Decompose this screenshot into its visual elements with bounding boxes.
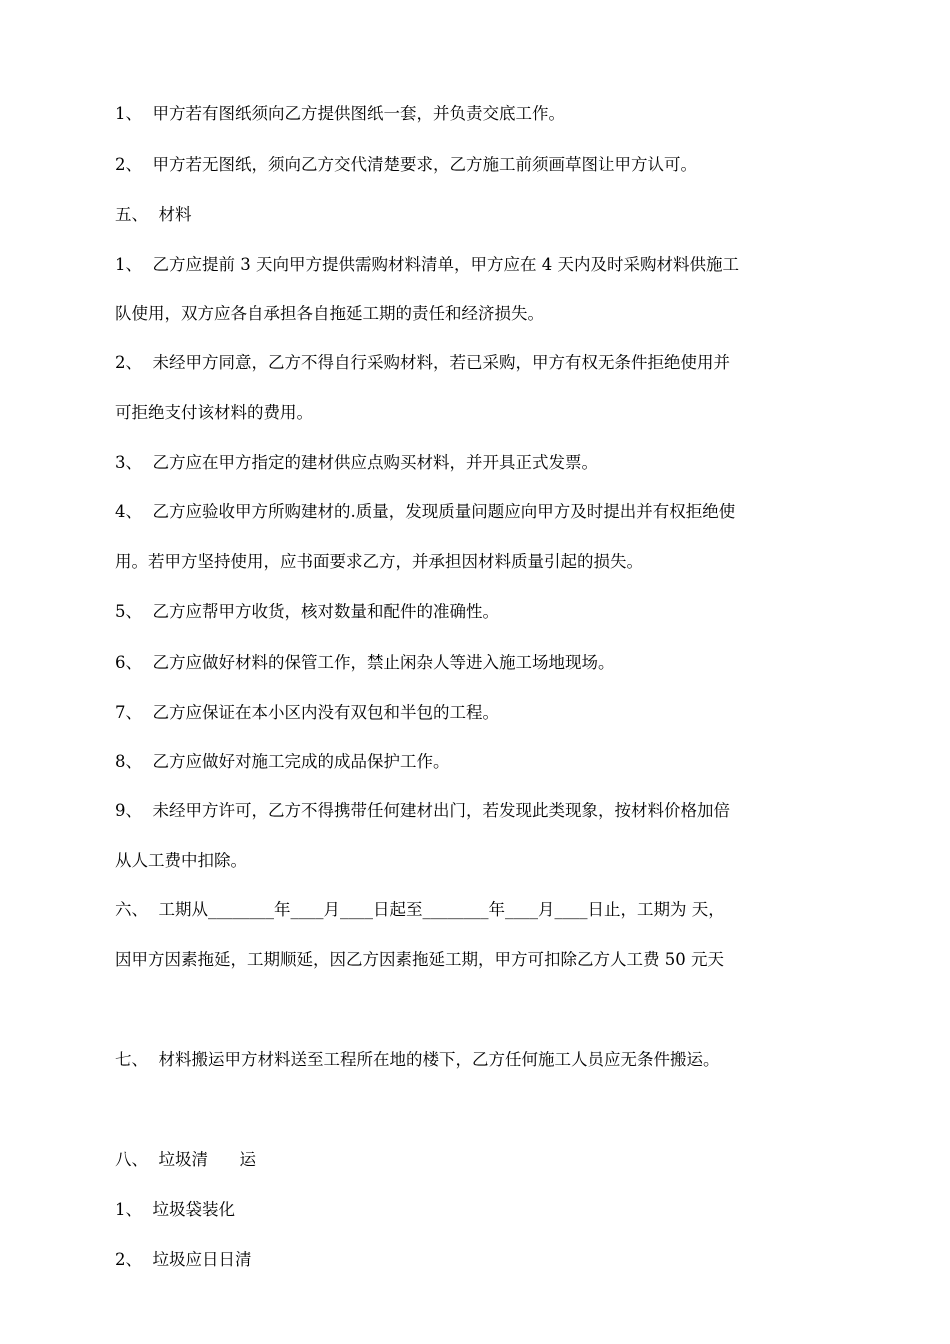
clause-line: 因甲方因素拖延，工期顺延，因乙方因素拖延工期，甲方可扣除乙方人工费 50 元天 [115, 950, 724, 969]
clause-line: 1、 甲方若有图纸须向乙方提供图纸一套，并负责交底工作。 [115, 104, 565, 123]
clause-line: 2、 垃圾应日日清 [115, 1250, 252, 1269]
clause-line: 从人工费中扣除。 [115, 851, 247, 870]
clause-line: 4、 乙方应验收甲方所购建材的.质量，发现质量问题应向甲方及时提出并有权拒绝使 [115, 502, 736, 521]
clause-line: 9、 未经甲方许可，乙方不得携带任何建材出门，若发现此类现象，按材料价格加倍 [115, 801, 730, 820]
clause-line: 5、 乙方应帮甲方收货，核对数量和配件的准确性。 [115, 602, 499, 621]
clause-line: 1、 乙方应提前 3 天向甲方提供需购材料清单，甲方应在 4 天内及时采购材料供施工 [115, 255, 739, 274]
clause-line: 用。若甲方坚持使用，应书面要求乙方，并承担因材料质量引起的损失。 [115, 552, 643, 571]
clause-line: 7、 乙方应保证在本小区内没有双包和半包的工程。 [115, 703, 499, 722]
clause-line: 3、 乙方应在甲方指定的建材供应点购买材料，并开具正式发票。 [115, 453, 598, 472]
section-heading: 五、 材料 [115, 205, 192, 224]
section-heading: 六、 工期从________年____月____日起至________年____月____日止，工期为 天， [115, 900, 725, 919]
section-heading: 七、 材料搬运甲方材料送至工程所在地的楼下，乙方任何施工人员应无条件搬运。 [115, 1050, 720, 1069]
clause-line: 8、 乙方应做好对施工完成的成品保护工作。 [115, 752, 450, 771]
clause-line: 6、 乙方应做好材料的保管工作，禁止闲杂人等进入施工场地现场。 [115, 653, 615, 672]
clause-line: 队使用，双方应各自承担各自拖延工期的责任和经济损失。 [115, 304, 544, 323]
section-heading: 八、 垃圾清 运 [115, 1150, 256, 1169]
clause-line: 可拒绝支付该材料的费用。 [115, 403, 313, 422]
clause-line: 2、 甲方若无图纸，须向乙方交代清楚要求，乙方施工前须画草图让甲方认可。 [115, 155, 697, 174]
clause-line: 2、 未经甲方同意，乙方不得自行采购材料，若已采购，甲方有权无条件拒绝使用并 [115, 353, 730, 372]
clause-line: 1、 垃圾袋装化 [115, 1200, 235, 1219]
